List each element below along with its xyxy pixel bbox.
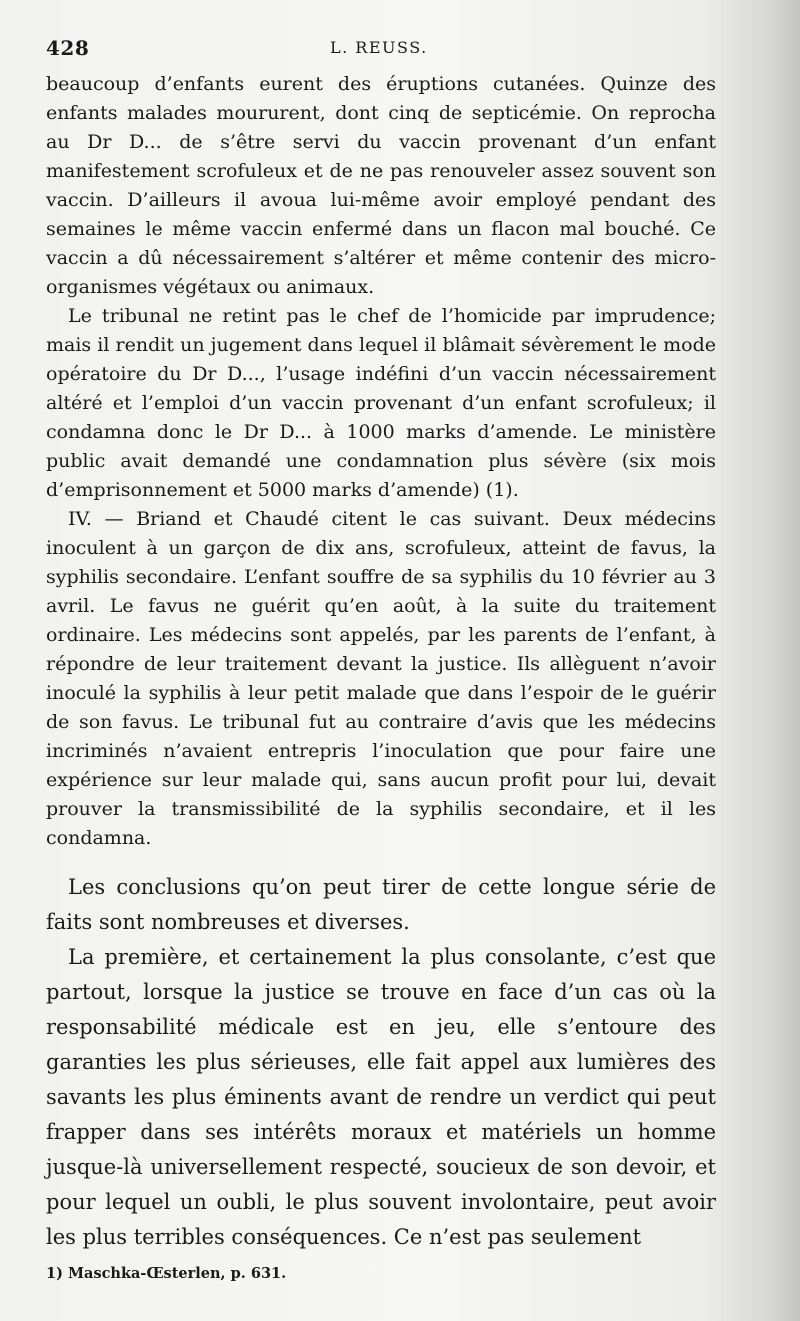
running-title: L. REUSS. — [330, 38, 428, 57]
paragraph-4-text: Les conclusions qu’on peut tirer de cette longue série de faits sont nombreuses et diverses. — [46, 875, 716, 934]
paragraph-3-text: IV. — Briand et Chaudé citent le cas suivant. Deux médecins inoculent à un garçon de dix ans, scrofuleux, atteint de favus, la syphilis secondaire. L’enfant souffre de sa syphilis du 10 février au 3 avril. Le favus ne guérit qu’en août, à la suite du traitement ordinaire. Les médecins sont appelés, par les parents de l’enfant, à répondre de leur traitement devant la justice. Ils allèguent n’avoir inoculé la syphilis à leur petit malade que dans l’espoir de le guérir de son favus. Le tribunal fut au contraire d’avis que les médecins incriminés n’avaient entrepris l’inoculation que pour faire une expérience sur leur malade qui, sans aucun profit pour lui, devait prouver la transmissibilité de la syphilis secondaire, et il les condamna. — [46, 508, 716, 849]
page-number: 428 — [46, 36, 90, 60]
paragraph-1 — [46, 70, 716, 302]
paragraph-2-text: Le tribunal ne retint pas le chef de l’homicide par imprudence; mais il rendit un jugement dans lequel il blâmait sévèrement le mode opératoire du Dr D..., l’usage indéfini d’un vaccin nécessairement altéré et l’emploi d’un vaccin provenant d’un enfant scrofuleux; il condamna donc le Dr D... à 1000 marks d’amende. Le ministère public avait demandé une condamnation plus sévère (six mois d’emprisonnement et 5000 marks d’amende) (1). — [46, 305, 716, 501]
footnote: 1) Maschka-Œsterlen, p. 631. — [46, 1265, 287, 1282]
paragraph-3 — [46, 505, 716, 853]
paragraph-2 — [46, 302, 716, 505]
paragraph-5-text: La première, et certainement la plus consolante, c’est que partout, lorsque la justice se trouve en face d’un cas où la responsabilité médicale est en jeu, elle s’entoure des garanties les plus sérieuses, elle fait appel aux lumières des savants les plus éminents avant de rendre un verdict qui peut frapper dans ses intérêts moraux et matériels un homme jusque-là universellement respecté, soucieux de son devoir, et pour lequel un oubli, le plus souvent involontaire, peut avoir les plus terribles conséquences. Ce n’est pas seulement — [46, 945, 716, 1249]
paragraph-1-text: beaucoup d’enfants eurent des éruptions cutanées. Quinze des enfants malades moururent, dont cinq de septicémie. On reprocha au Dr D... de s’être servi du vaccin provenant d’un enfant manifestement scrofuleux et de ne pas renouveler assez souvent son vaccin. D’ailleurs il avoua lui-même avoir employé pendant des semaines le même vaccin enfermé dans un flacon mal bouché. Ce vaccin a dû nécessairement s’altérer et même contenir des micro-organismes végétaux ou animaux. — [46, 73, 716, 298]
paragraph-4 — [46, 870, 716, 940]
page-header — [46, 36, 716, 66]
paragraph-5 — [46, 940, 716, 1255]
